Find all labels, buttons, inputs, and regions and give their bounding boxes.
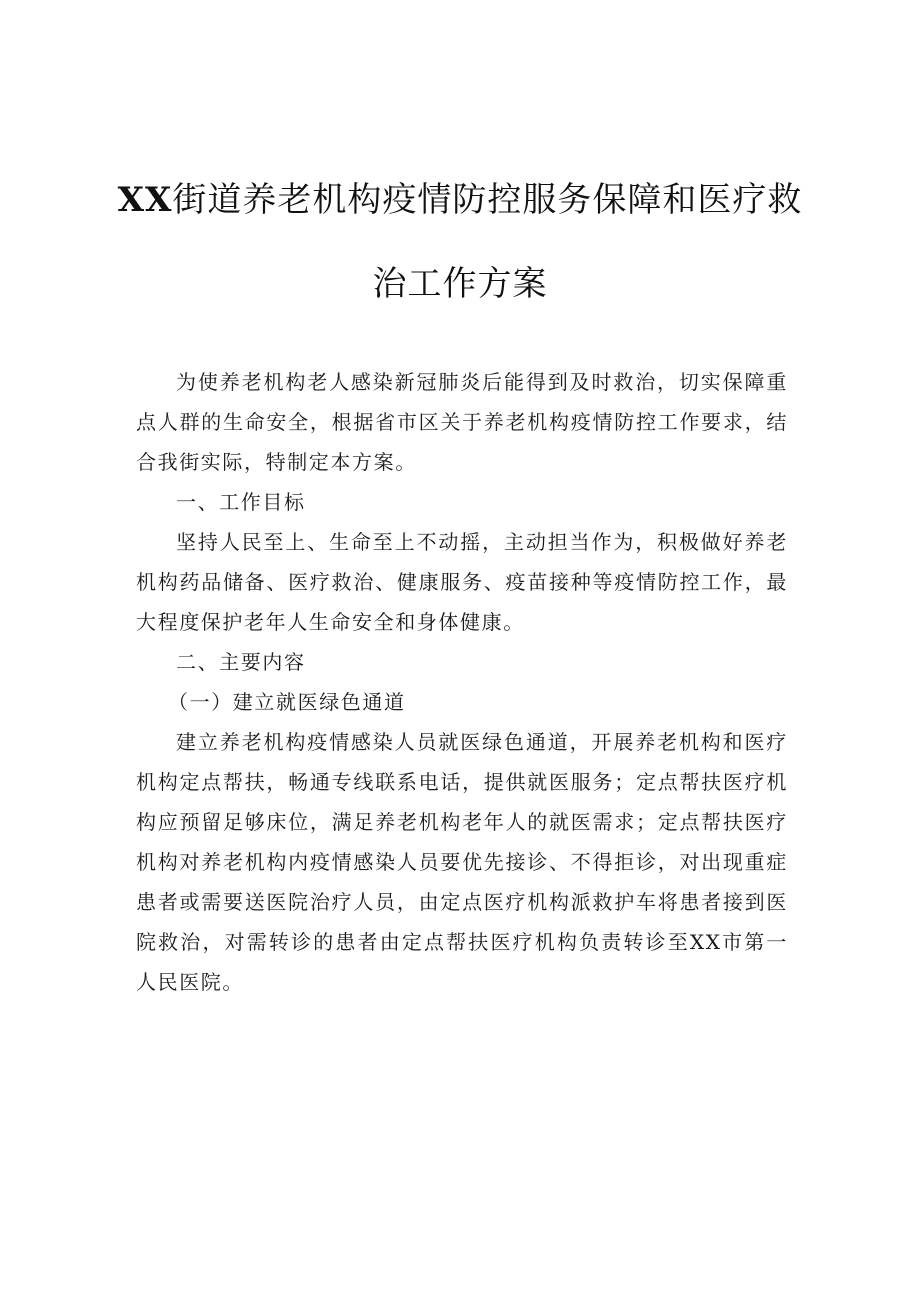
section-heading-goals: 一、工作目标 — [176, 490, 306, 514]
title-prefix: XX — [117, 180, 173, 220]
document-title-line-2: 治工作方案 — [372, 264, 548, 304]
title-line-1-text: 街道养老机构疫情防控服务保障和医疗救 — [172, 180, 803, 220]
green-channel-paragraph: 建立养老机构疫情感染人员就医绿色通道，开展养老机构和医疗机构定点帮扶，畅通专线联系电话，提供就医服务；定点帮扶医疗机构应预留足够床位，满足养老机构老年人的就医需求；定点帮扶医疗机构对养老机构内疫情感染人员要优先接诊、不得拒诊，对出现重症患者或需要送医院治疗人员，由定点医疗机构派救护车将患者接到医院救治，对需转诊的患者由定点帮扶医疗机构负责转诊至XX市第一人民医院。 — [136, 730, 788, 994]
intro-paragraph: 为使养老机构老人感染新冠肺炎后能得到及时救治，切实保障重点人群的生命安全，根据省市区关于养老机构疫情防控工作要求，结合我街实际，特制定本方案。 — [136, 370, 788, 474]
section-heading-content: 二、主要内容 — [176, 650, 306, 674]
subsection-heading-green-channel: （一）建立就医绿色通道 — [168, 690, 406, 714]
document-body — [136, 362, 788, 1002]
document-title-line-1 — [0, 178, 920, 222]
goals-paragraph: 坚持人民至上、生命至上不动摇，主动担当作为，积极做好养老机构药品储备、医疗救治、健康服务、疫苗接种等疫情防控工作，最大程度保护老年人生命安全和身体健康。 — [136, 530, 788, 634]
